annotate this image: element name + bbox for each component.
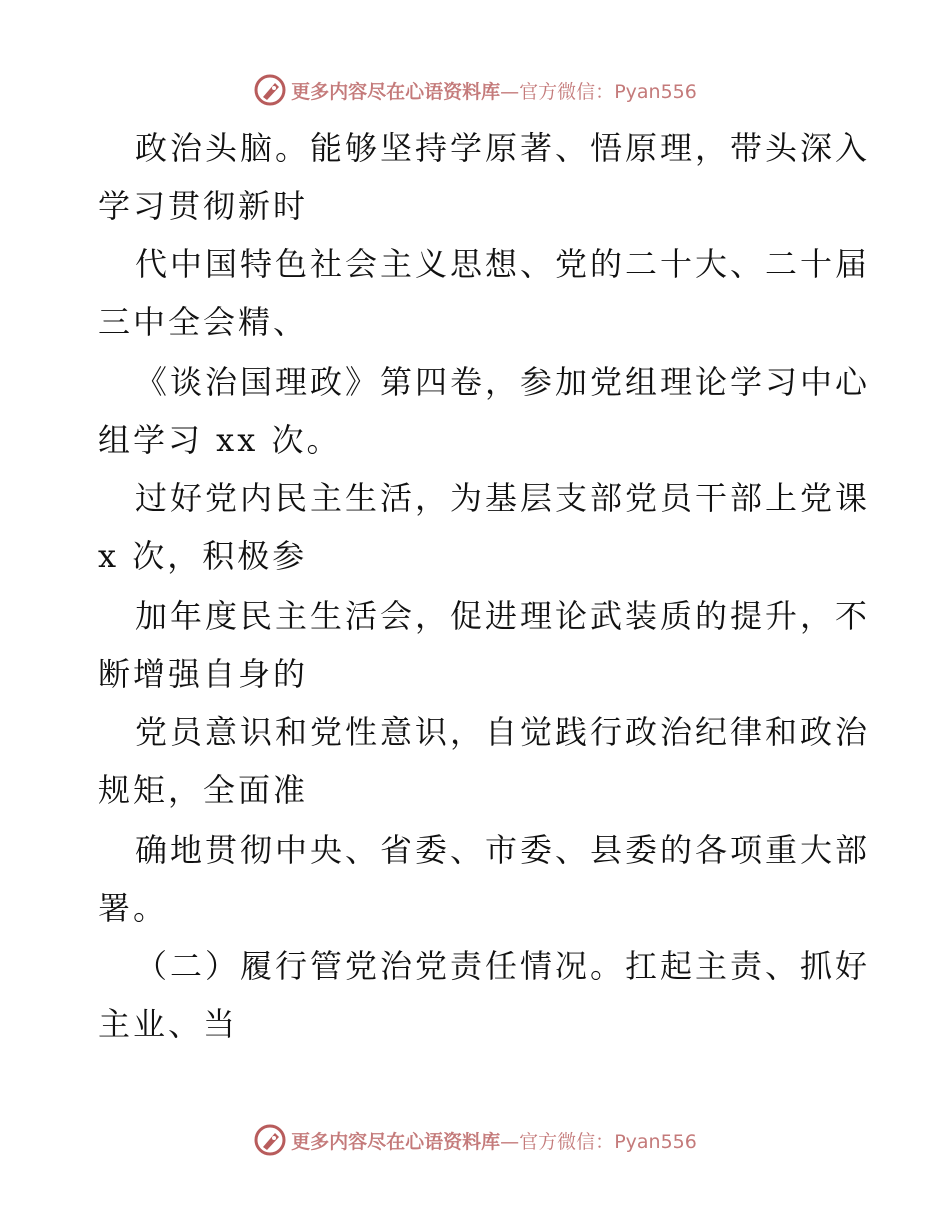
pen-nib-logo-icon	[253, 1123, 287, 1157]
paragraph-line: 加年度民主生活会，促进理论武装质的提升，不	[135, 597, 871, 635]
paragraph-line: （二）履行管党治党责任情况。扛起主责、抓好	[135, 947, 871, 985]
paragraph-line: 三中全会精、	[98, 303, 309, 341]
paragraph-line: 过好党内民主生活，为基层支部党员干部上党课	[135, 479, 871, 517]
paragraph-line: 政治头脑。能够坚持学原著、悟原理，带头深入	[135, 129, 871, 167]
paragraph-line: 党员意识和党性意识，自觉践行政治纪律和政治	[135, 713, 871, 751]
paragraph-line: 规矩，全面准	[98, 771, 309, 809]
paragraph-line: 确地贯彻中央、省委、市委、县委的各项重大部	[135, 831, 871, 869]
paragraph-line: 主业、当	[98, 1005, 239, 1043]
watermark-text: 更多内容尽在心语资料库—官方微信：Pyan556	[291, 80, 697, 103]
paragraph-line: 署。	[98, 889, 169, 927]
paragraph-line: 代中国特色社会主义思想、党的二十大、二十届	[135, 245, 871, 283]
footer-watermark	[0, 1120, 950, 1160]
paragraph-line: 《谈治国理政》第四卷，参加党组理论学习中心	[135, 363, 871, 401]
paragraph-line: x 次，积极参	[98, 537, 308, 575]
watermark-text: 更多内容尽在心语资料库—官方微信：Pyan556	[291, 1130, 697, 1153]
paragraph-line: 学习贯彻新时	[98, 187, 309, 225]
paragraph-line: 组学习 xx 次。	[98, 421, 342, 459]
paragraph-line: 断增强自身的	[98, 655, 309, 693]
